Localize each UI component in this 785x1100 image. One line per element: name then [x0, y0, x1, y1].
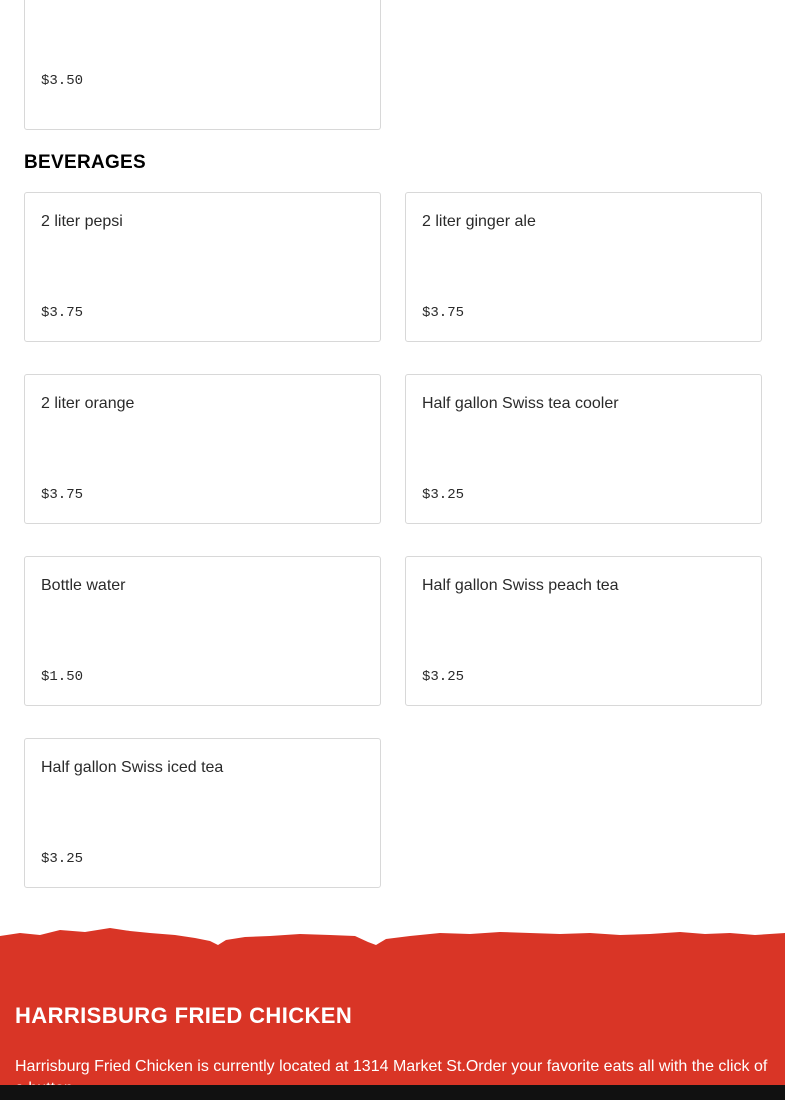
footer-restaurant-name: HARRISBURG FRIED CHICKEN [15, 1003, 353, 1028]
menu-item-card[interactable] [24, 738, 381, 888]
menu-item-name: 2 liter ginger ale [422, 213, 536, 230]
menu-item-card[interactable] [24, 0, 381, 130]
menu-item-price: $3.75 [41, 305, 84, 321]
menu-item-price: $3.75 [422, 305, 465, 321]
menu-item-name: Half gallon Swiss tea cooler [422, 395, 619, 412]
menu-item-name: Bottle water [41, 577, 126, 594]
section-title-beverages: BEVERAGES [24, 152, 147, 173]
menu-item-name: Half gallon Swiss iced tea [41, 759, 224, 776]
menu-item-price: $3.25 [422, 669, 465, 685]
menu-item-price: $1.50 [41, 669, 84, 685]
menu-item-price: $3.50 [41, 73, 84, 89]
menu-item-name: 2 liter pepsi [41, 213, 123, 230]
menu-item-card[interactable] [405, 192, 762, 342]
menu-item-card[interactable] [405, 374, 762, 524]
menu-item-price: $3.25 [41, 851, 84, 867]
site-footer [0, 924, 785, 1100]
menu-item-card[interactable] [24, 374, 381, 524]
menu-item-price: $3.75 [41, 487, 84, 503]
menu-item-card[interactable] [405, 556, 762, 706]
menu-item-card[interactable] [24, 192, 381, 342]
menu-item-price: $3.25 [422, 487, 465, 503]
menu-item-name: 2 liter orange [41, 395, 135, 412]
menu-item-card[interactable] [24, 556, 381, 706]
footer-description: Harrisburg Fried Chicken is currently located at 1314 Market St.Order your favorite eats all with the click of [15, 1058, 768, 1075]
bottom-bar [0, 1085, 785, 1100]
menu-item-name: Half gallon Swiss peach tea [422, 577, 619, 594]
